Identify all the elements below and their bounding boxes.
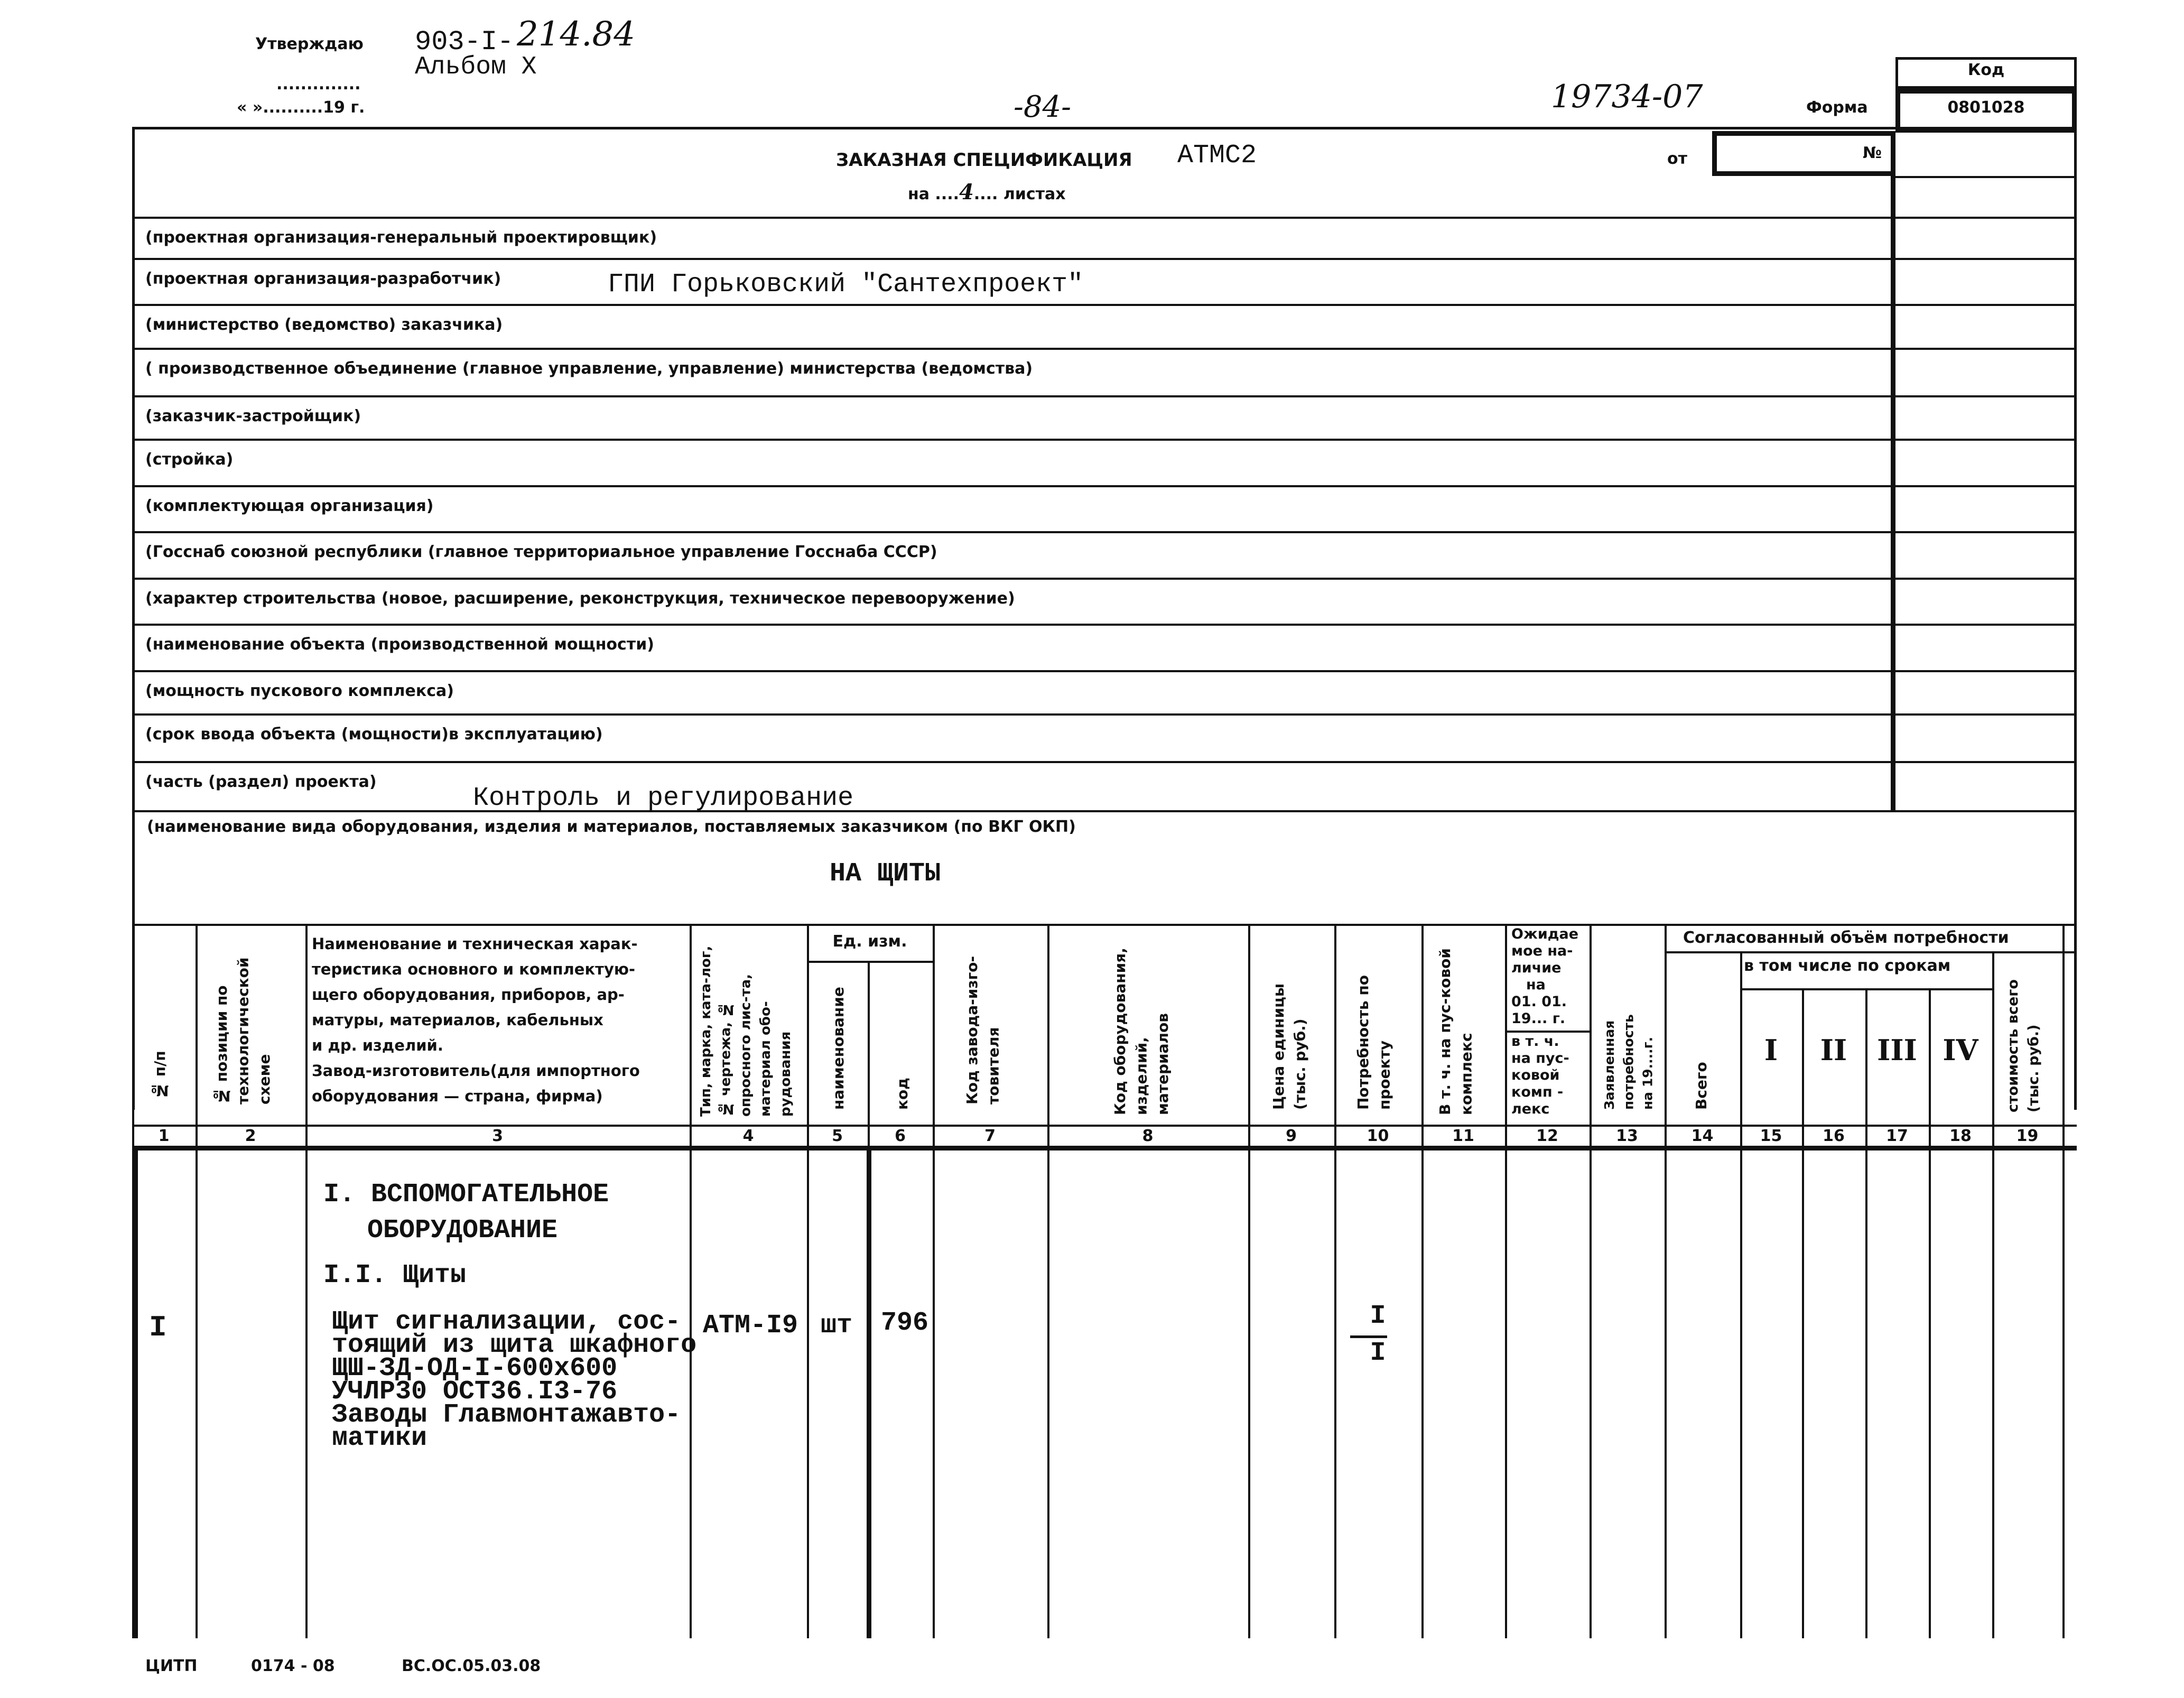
col-line-1 — [196, 924, 198, 1638]
number-label: № — [1863, 144, 1882, 162]
header-row-line — [132, 217, 2077, 219]
header-row-label: (характер строительства (новое, расширение, реконструкция, техническое перевооружение) — [145, 589, 1015, 608]
approval-dots: .............. — [276, 75, 361, 94]
header-row-line — [132, 531, 2077, 533]
approval-label: Утверждаю — [255, 35, 364, 53]
col-header-19: стоимость всего (тыс. руб.) — [2005, 979, 2042, 1112]
spec-heading: ЗАКАЗНАЯ СПЕЦИФИКАЦИЯ — [836, 150, 1132, 171]
column-number: 13 — [1616, 1127, 1638, 1145]
header-row-label: (заказчик-застройщик) — [145, 407, 361, 425]
item-name: Щит сигнализации, сос- тоящий из щита шкафного ЩШ-ЗД-ОД-I-600х600 УЧЛР30 ОСТ36.I3-76 Заводы Главмонтажавто- матики — [332, 1307, 697, 1453]
col-line-9 — [1334, 924, 1336, 1638]
footer-code: ВС.ОС.05.03.08 — [402, 1657, 541, 1675]
table-top-line — [132, 924, 2077, 926]
project-number-handwritten: 214.84 — [517, 15, 635, 54]
forma-value: 0801028 — [1947, 98, 2025, 117]
ot-label: от — [1667, 150, 1687, 168]
column-number: 1 — [158, 1127, 170, 1145]
spec-code: АТМС2 — [1177, 141, 1257, 171]
footer-order: 0174 - 08 — [251, 1657, 335, 1675]
col-line-8 — [1248, 924, 1250, 1638]
column-number: 4 — [742, 1127, 754, 1145]
header-row-label: ( производственное объединение (главное управление, управление) министерства (ведомства) — [145, 359, 1033, 378]
col-header-18: IV — [1943, 1033, 1978, 1067]
page-number: -84- — [1014, 90, 1072, 124]
header-row-line — [132, 395, 2077, 397]
header-row-label: (проектная организация-генеральный проектировщик) — [145, 228, 657, 247]
col-header-8: Код оборудования, изделий, материалов — [1111, 948, 1172, 1115]
footer-org: ЦИТП — [145, 1657, 198, 1675]
col-header-5: наименование — [830, 987, 847, 1110]
header-row-label: (мощность пускового комплекса) — [145, 682, 454, 700]
need-denominator: I — [1370, 1338, 1386, 1368]
col-header-11: В т. ч. на пус-ковой комплекс — [1436, 948, 1475, 1115]
col-line-16 — [1865, 988, 1867, 1638]
header-row-label: (комплектующая организация) — [145, 497, 434, 515]
section-title-cont: ОБОРУДОВАНИЕ — [367, 1215, 558, 1246]
column-number: 11 — [1452, 1127, 1474, 1145]
col-header-12-top: Ожидае мое на- личие на 01. 01. 19... г. — [1511, 926, 1579, 1027]
col-line-4 — [807, 924, 809, 1638]
col-header-13: Заявленная потребность на 19....г. — [1602, 1014, 1656, 1110]
header-row-line — [132, 578, 2077, 580]
col-line-13 — [1665, 924, 1667, 1638]
col-header-9: Цена единицы (тыс. руб.) — [1270, 983, 1309, 1110]
col-header-2: № позиции по технологической схеме — [213, 957, 274, 1105]
agreed-subheader-line — [1665, 951, 2077, 953]
column-number: 19 — [2016, 1127, 2039, 1145]
header-row-line — [132, 713, 2077, 716]
column-number: 3 — [492, 1127, 503, 1145]
column-number: 15 — [1760, 1127, 1782, 1145]
header-row-line — [132, 348, 2077, 350]
album-label: Альбом X — [415, 53, 537, 81]
section-title: I. ВСПОМОГАТЕЛЬНОЕ — [323, 1180, 609, 1210]
col-line-6 — [933, 924, 935, 1638]
column-number: 17 — [1886, 1127, 1908, 1145]
col-header-1: № п/п — [151, 1051, 169, 1099]
header-row-value: Контроль и регулирование — [473, 783, 854, 813]
column-number: 9 — [1286, 1127, 1297, 1145]
column-number: 14 — [1691, 1127, 1714, 1145]
col-header-6: код — [894, 1078, 911, 1110]
terms-group-header: в том числе по срокам — [1744, 957, 1951, 975]
item-unit-code: 796 — [881, 1308, 929, 1338]
approval-date: « »..........19 г. — [237, 98, 365, 117]
header-row-label: (министерство (ведомство) заказчика) — [145, 316, 503, 334]
header-row-label: (Госснаб союзной республики (главное территориальное управление Госснаба СССР) — [145, 543, 937, 561]
header-row-label: (часть (раздел) проекта) — [145, 773, 377, 791]
col-header-12-bottom: в т. ч. на пус- ковой комп - лекс — [1511, 1033, 1569, 1117]
equipment-type-label: (наименование вида оборудования, изделия и материалов, поставляемых заказчиком (по ВКГ ОКП) — [147, 818, 1076, 836]
header-row-label: (наименование объекта (производственной мощности) — [145, 635, 654, 654]
col-header-17: III — [1877, 1033, 1917, 1067]
column-number: 6 — [895, 1127, 906, 1145]
body-left-thick — [133, 1146, 138, 1638]
col-line-10 — [1421, 924, 1424, 1638]
col-header-10: Потребность по проекту — [1354, 975, 1393, 1110]
c12-subheader-line — [1505, 1031, 1590, 1033]
col-header-7: Код завода-изго-товителя — [963, 955, 1002, 1105]
header-rows-bottom-line — [132, 810, 2077, 812]
header-row-line — [132, 485, 2077, 487]
unit-group-header: Ед. изм. — [832, 932, 907, 951]
need-numerator: I — [1370, 1301, 1386, 1331]
col-header-16: II — [1820, 1033, 1847, 1067]
column-number: 16 — [1823, 1127, 1845, 1145]
header-row-line — [132, 304, 2077, 306]
header-row-line — [132, 670, 2077, 672]
col-header-15: I — [1764, 1033, 1778, 1067]
column-number: 2 — [245, 1127, 256, 1145]
column-number: 8 — [1142, 1127, 1154, 1145]
forma-label: Форма — [1806, 98, 1868, 117]
col-line-12 — [1590, 924, 1592, 1638]
code-column-line — [1895, 176, 2077, 178]
column-number: 5 — [832, 1127, 843, 1145]
document-code: 19734-07 — [1551, 78, 1703, 115]
item-type: АТМ-I9 — [703, 1311, 798, 1341]
col-line-7 — [1047, 924, 1049, 1638]
sheets-line: на ....4.... листах — [908, 180, 1066, 205]
code-column-border — [1891, 131, 1895, 810]
col-line-3 — [690, 924, 692, 1638]
col-line-15 — [1802, 988, 1804, 1638]
kod-label: Код — [1967, 61, 2005, 79]
subsection-title: I.I. Щиты — [323, 1260, 467, 1291]
body-unit-thick — [867, 1146, 871, 1638]
col-header-14: Всего — [1693, 1062, 1710, 1110]
terms-subheader-line — [1740, 988, 1992, 990]
project-number-typed: 903-I- — [415, 26, 514, 58]
row-number: I — [149, 1311, 167, 1344]
header-row-line — [132, 439, 2077, 441]
column-number: 7 — [984, 1127, 996, 1145]
col-line-19 — [2062, 924, 2065, 1638]
column-number: 12 — [1536, 1127, 1558, 1145]
header-row-line — [132, 258, 2077, 260]
col-line-17 — [1929, 988, 1931, 1638]
col-header-3: Наименование и техническая харак- теристика основного и комплектую- щего оборудования, приборов, ар- матуры, материалов, кабельных и др. изделий. Завод-изготовитель(для импортного оборудования — страна, фирма) — [312, 935, 640, 1105]
col-header-4: Тип, марка, ката-лог, № чертежа, № опросного лис-та, материал обо-рудования — [698, 945, 794, 1117]
header-row-label: (срок ввода объекта (мощности)в эксплуатацию) — [145, 725, 603, 744]
column-numbers-line — [132, 1146, 2077, 1150]
column-number: 10 — [1367, 1127, 1389, 1145]
col-line-2 — [305, 924, 308, 1638]
header-row-line — [132, 761, 2077, 763]
item-unit-name: шт — [821, 1311, 853, 1341]
column-number: 18 — [1949, 1127, 1972, 1145]
agreed-group-header: Согласованный объём потребности — [1683, 929, 2009, 947]
unit-subheader-line — [807, 961, 933, 963]
header-row-value: ГПИ Горьковский "Сантехпроект" — [608, 270, 1084, 300]
header-row-label: (проектная организация-разработчик) — [145, 270, 501, 288]
header-row-line — [132, 624, 2077, 626]
header-row-label: (стройка) — [145, 450, 234, 469]
col-line-18 — [1992, 951, 1994, 1638]
equipment-type-value: НА ЩИТЫ — [830, 859, 941, 889]
